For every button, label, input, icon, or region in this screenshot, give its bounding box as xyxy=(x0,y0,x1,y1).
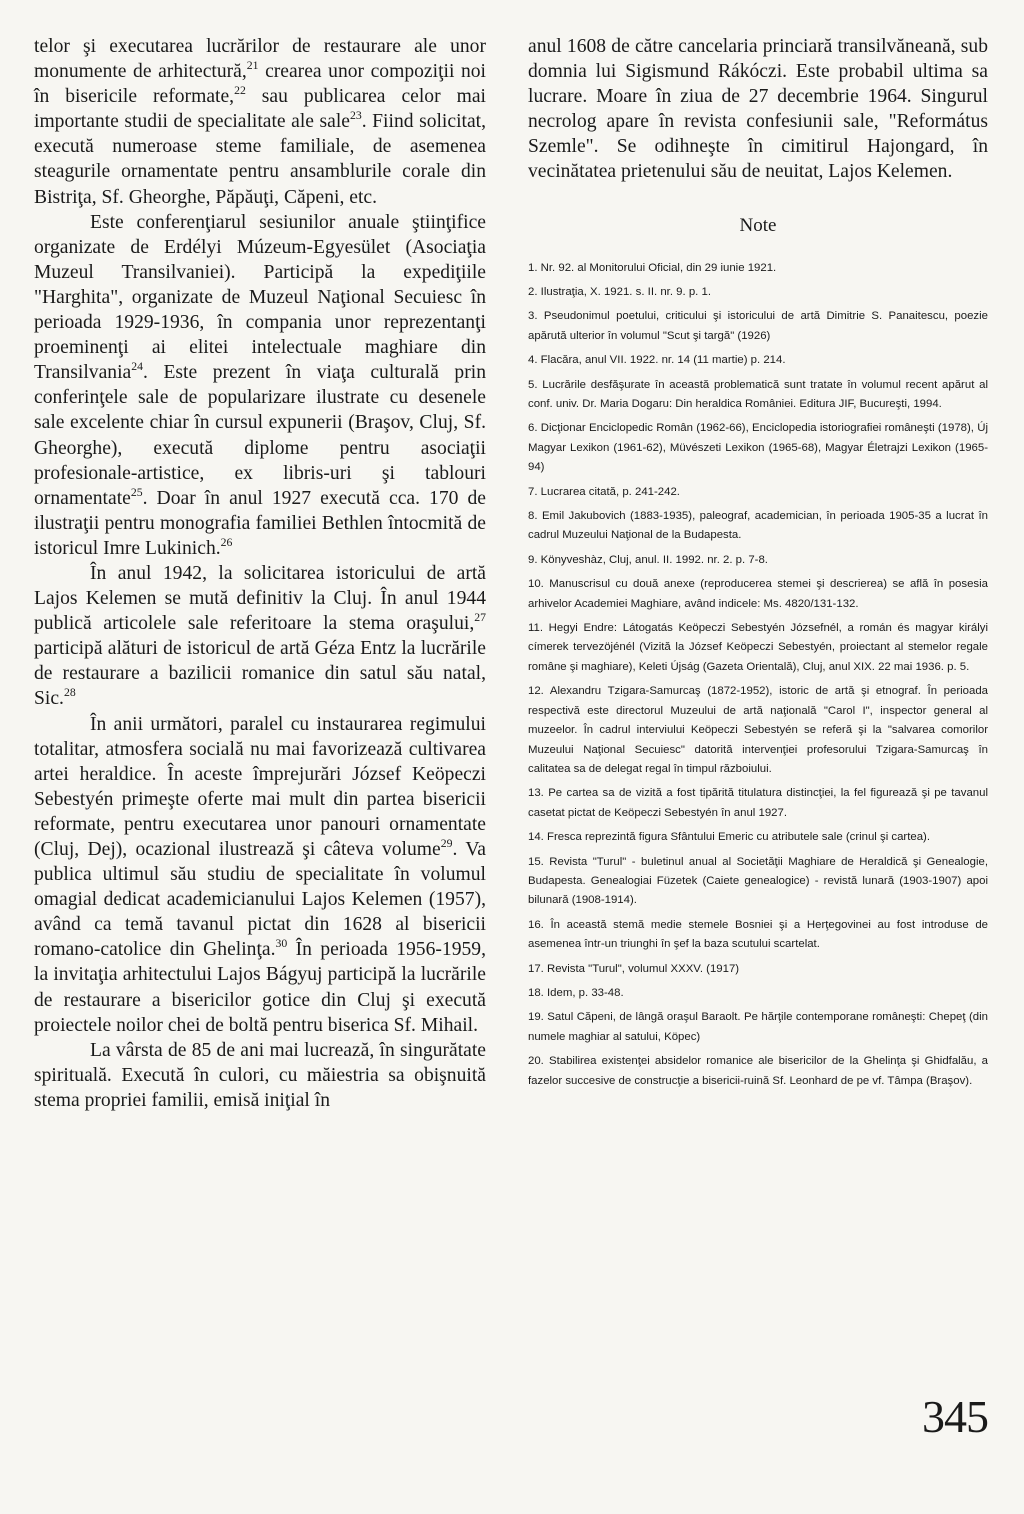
note-item: 4. Flacăra, anul VII. 1922. nr. 14 (11 martie) p. 214. xyxy=(528,354,786,367)
footnote-ref: 28 xyxy=(63,686,76,700)
note-item: 8. Emil Jakubovich (1883-1935), paleograf, academician, în perioada 1905-35 a lucrat în cadrul Muzeului Naţional de la Budapesta. xyxy=(528,510,988,542)
body-text: . Doar în anul 1927 execută cca. 170 de ilustraţii pentru monografia familiei Bethlen întocmită de istoricul Imre Lukinich. xyxy=(34,487,486,559)
note-item: 2. Ilustraţia, X. 1921. s. II. nr. 9. p. 1. xyxy=(528,285,711,298)
notes-heading: Note xyxy=(739,214,777,236)
body-text: telor şi executarea lucrărilor de restaurare ale unor monumente de arhitectură, xyxy=(34,36,486,83)
left-column-text xyxy=(34,34,486,1113)
note-item: 11. Hegyi Endre: Látogatás Keöpeczi Sebestyén Józsefnél, a román és magyar királyi címerek tervezöjénél (Vizită la József Keöpeczi Sebestyén, proiectant al stemelor regale române şi maghiare), Keleti Újság (Gazeta Orientală), Cluj, anul XIX. 22 mai 1936. p. 5. xyxy=(528,622,988,673)
body-text: Este conferenţiarul sesiunilor anuale ştiinţifice organizate de Erdélyi Múzeum-Egyesület (Asociaţia Muzeul Transilvaniei). Participă la expediţiile "Harghita", organizate de Muzeul Naţional Secuiesc în perioada 1929-1936, în compania unor reprezentanţi proeminenţi ai elitei intelectuale maghiare din Transilvania xyxy=(34,211,486,384)
footnote-ref: 23 xyxy=(349,109,362,123)
note-item: 13. Pe cartea sa de vizită a fost tipărită titulatura distincţiei, la fel figurează şi pe tavanul casetat pictat de Keöpeczi Sebestyén în anul 1927. xyxy=(528,787,988,819)
note-item: 19. Satul Căpeni, de lângă oraşul Baraolt. Pe hărţile contemporane româneşti: Chepeţ (din numele maghiar al satului, Köpec) xyxy=(528,1011,988,1043)
body-text: În anii următori, paralel cu instaurarea regimului totalitar, atmosfera socială nu mai favorizează cultivarea artei heraldice. În aceste împrejurări József Keöpeczi Sebestyén primeşte oferte mai mult din partea bisericii reformate, pentru executarea unor panouri ornamentate (Cluj, Dej), ocazional ilustrează şi câteva volume xyxy=(34,713,486,860)
body-paragraph xyxy=(34,561,486,712)
footnote-ref: 25 xyxy=(130,485,143,499)
note-item: 17. Revista "Turul", volumul XXXV. (1917) xyxy=(528,962,740,975)
page-number: 345 xyxy=(922,1391,988,1442)
body-text: . Fiind solicitat, execută numeroase steme familiale, de asemenea steagurile ornamentate pentru ansamblurile corale din Bistriţa, Sf. Gheorghe, Păpăuţi, Căpeni, etc. xyxy=(34,111,486,208)
footnote-ref: 29 xyxy=(440,836,453,850)
footnote-ref: 22 xyxy=(234,83,246,97)
notes-list xyxy=(528,259,988,1091)
body-paragraph xyxy=(34,34,486,210)
body-paragraph xyxy=(34,210,486,561)
note-item: 10. Manuscrisul cu două anexe (reproducerea stemei şi descrierea) se află în posesia arhivelor Academiei Maghiare, având indicele: Ms. 4820/131-132. xyxy=(528,578,988,610)
body-text: . Este prezent în viaţa culturală prin conferinţele sale de popularizare ilustrate cu desenele sale excelente chiar în cursul expunerii (Braşov, Cluj, Sf. Gheorghe), execută diplome pentru asociaţii profesionale-artistice, ex libris-uri şi tablouri ornamentate xyxy=(34,362,486,509)
right-intro-paragraph: anul 1608 de către cancelaria princiară transilvăneană, sub domnia lui Sigismund Rákóczi. Este probabil ultima sa lucrare. Moare în ziua de 27 decembrie 1964. Singurul necrolog apare în revista confesiunii sale, "Református Szemle". Se odihneşte în cimitirul Hajongard, în vecinătatea prietenului său de neuitat, Lajos Kelemen. xyxy=(528,36,988,183)
footnote-ref: 24 xyxy=(131,360,143,373)
body-text: sau publicarea celor mai importante studii de specialitate ale sale xyxy=(34,86,486,133)
note-item: 14. Fresca reprezintă figura Sfântului Emeric cu atributele sale (crinul şi cartea). xyxy=(528,831,931,844)
body-text: participă alături de istoricul de artă Géza Entz la lucrările de restaurare a bazilicii romanice din satul său natal, Sic. xyxy=(34,638,486,710)
footnote-ref: 21 xyxy=(246,58,259,72)
note-item: 15. Revista "Turul" - buletinul anual al Societăţii Maghiare de Heraldică şi Genealogie, Budapesta. Genealogiai Füzetek (Caiete genealogice) - revistă lunară (1903-1907) apoi bilunară (1908-1914). xyxy=(528,855,988,907)
note-item: 20. Stabilirea existenţei absidelor romanice ale bisericilor de la Ghelinţa şi Ghidfalău, a fazelor succesive de construcţie a bisericii-ruină Sf. Leonhard de pe vf. Tâmpa (Braşov). xyxy=(528,1055,988,1087)
body-text: La vârsta de 85 de ani mai lucrează, în singurătate spirituală. Execută în culori, cu măiestria sa obişnuită stema propriei familii, emisă iniţial în xyxy=(34,1039,486,1111)
note-item: 7. Lucrarea citată, p. 241-242. xyxy=(528,485,680,498)
body-paragraph xyxy=(34,712,486,1038)
note-item: 5. Lucrările desfăşurate în această problematică sunt tratate în volumul recent apărut al conf. univ. Dr. Maria Dogaru: Din heraldica României. Editura JIF, Bucureşti, 1994. xyxy=(528,378,988,410)
note-item: 18. Idem, p. 33-48. xyxy=(528,986,624,999)
right-column xyxy=(528,34,988,1096)
body-text: În anul 1942, la solicitarea istoricului de artă Lajos Kelemen se mută definitiv la Cluj. În anul 1944 publică articolele sale referitoare la stema oraşului, xyxy=(34,562,486,635)
footnote-ref: 26 xyxy=(220,535,233,549)
note-item: 1. Nr. 92. al Monitorului Oficial, din 29 iunie 1921. xyxy=(528,261,777,274)
body-text: În perioada 1956-1959, la invitaţia arhitectului Lajos Bágyuj participă la lucrările de restaurare a bisericilor gotice din Cluj şi execută proiectele noilor chei de boltă pentru biserica Sf. Mihail. xyxy=(34,939,487,1036)
note-item: 6. Dicţionar Enciclopedic Român (1962-66), Enciclopedia istoriografiei româneşti (1978), Új Magyar Lexikon (1961-62), Müvészeti Lexikon (1965-68), Magyar Életrajzi Lexikon (1965-94) xyxy=(528,422,988,474)
body-text: crearea unor compoziţii noi în bisericile reformate, xyxy=(34,61,486,108)
note-item: 12. Alexandru Tzigara-Samurcaş (1872-1952), istoric de artă şi etnograf. În perioada respectivă este directorul Muzeului de artă naţională "Carol I", inspector general al muzeelor. În cadrul interviului Keöpeczi Sebestyén se referă şi la "salvarea comorilor Muzeului Naţional Secuiesc" datorită intervenţiei profesorului Tzigara-Samurcaş în calitatea sa de delegat regal în timpul războiului. xyxy=(528,685,988,775)
footnote-ref: 27 xyxy=(474,610,486,624)
note-item: 9. Könyveshàz, Cluj, anul. II. 1992. nr. 2. p. 7-8. xyxy=(528,553,768,566)
note-item: 16. În această stemă medie stemele Bosniei şi a Herţegovinei au fost introduse de asemenea într-un triunghi în şef la baza scutului scartelat. xyxy=(528,918,988,951)
footnote-ref: 30 xyxy=(275,937,288,951)
body-text: . Va publica ultimul său studiu de specialitate în volumul omagial dedicat academicianului Lajos Kelemen (1957), având ca temă tavanul pictat din 1628 al bisericii romano-catolice din Ghelinţa. xyxy=(34,839,486,961)
note-item: 3. Pseudonimul poetului, criticului şi istoricului de artă Dimitrie S. Panaitescu, poezie apărută ulterior în volumul "Scut şi targă" (1926) xyxy=(528,310,988,342)
body-paragraph xyxy=(34,1038,486,1113)
